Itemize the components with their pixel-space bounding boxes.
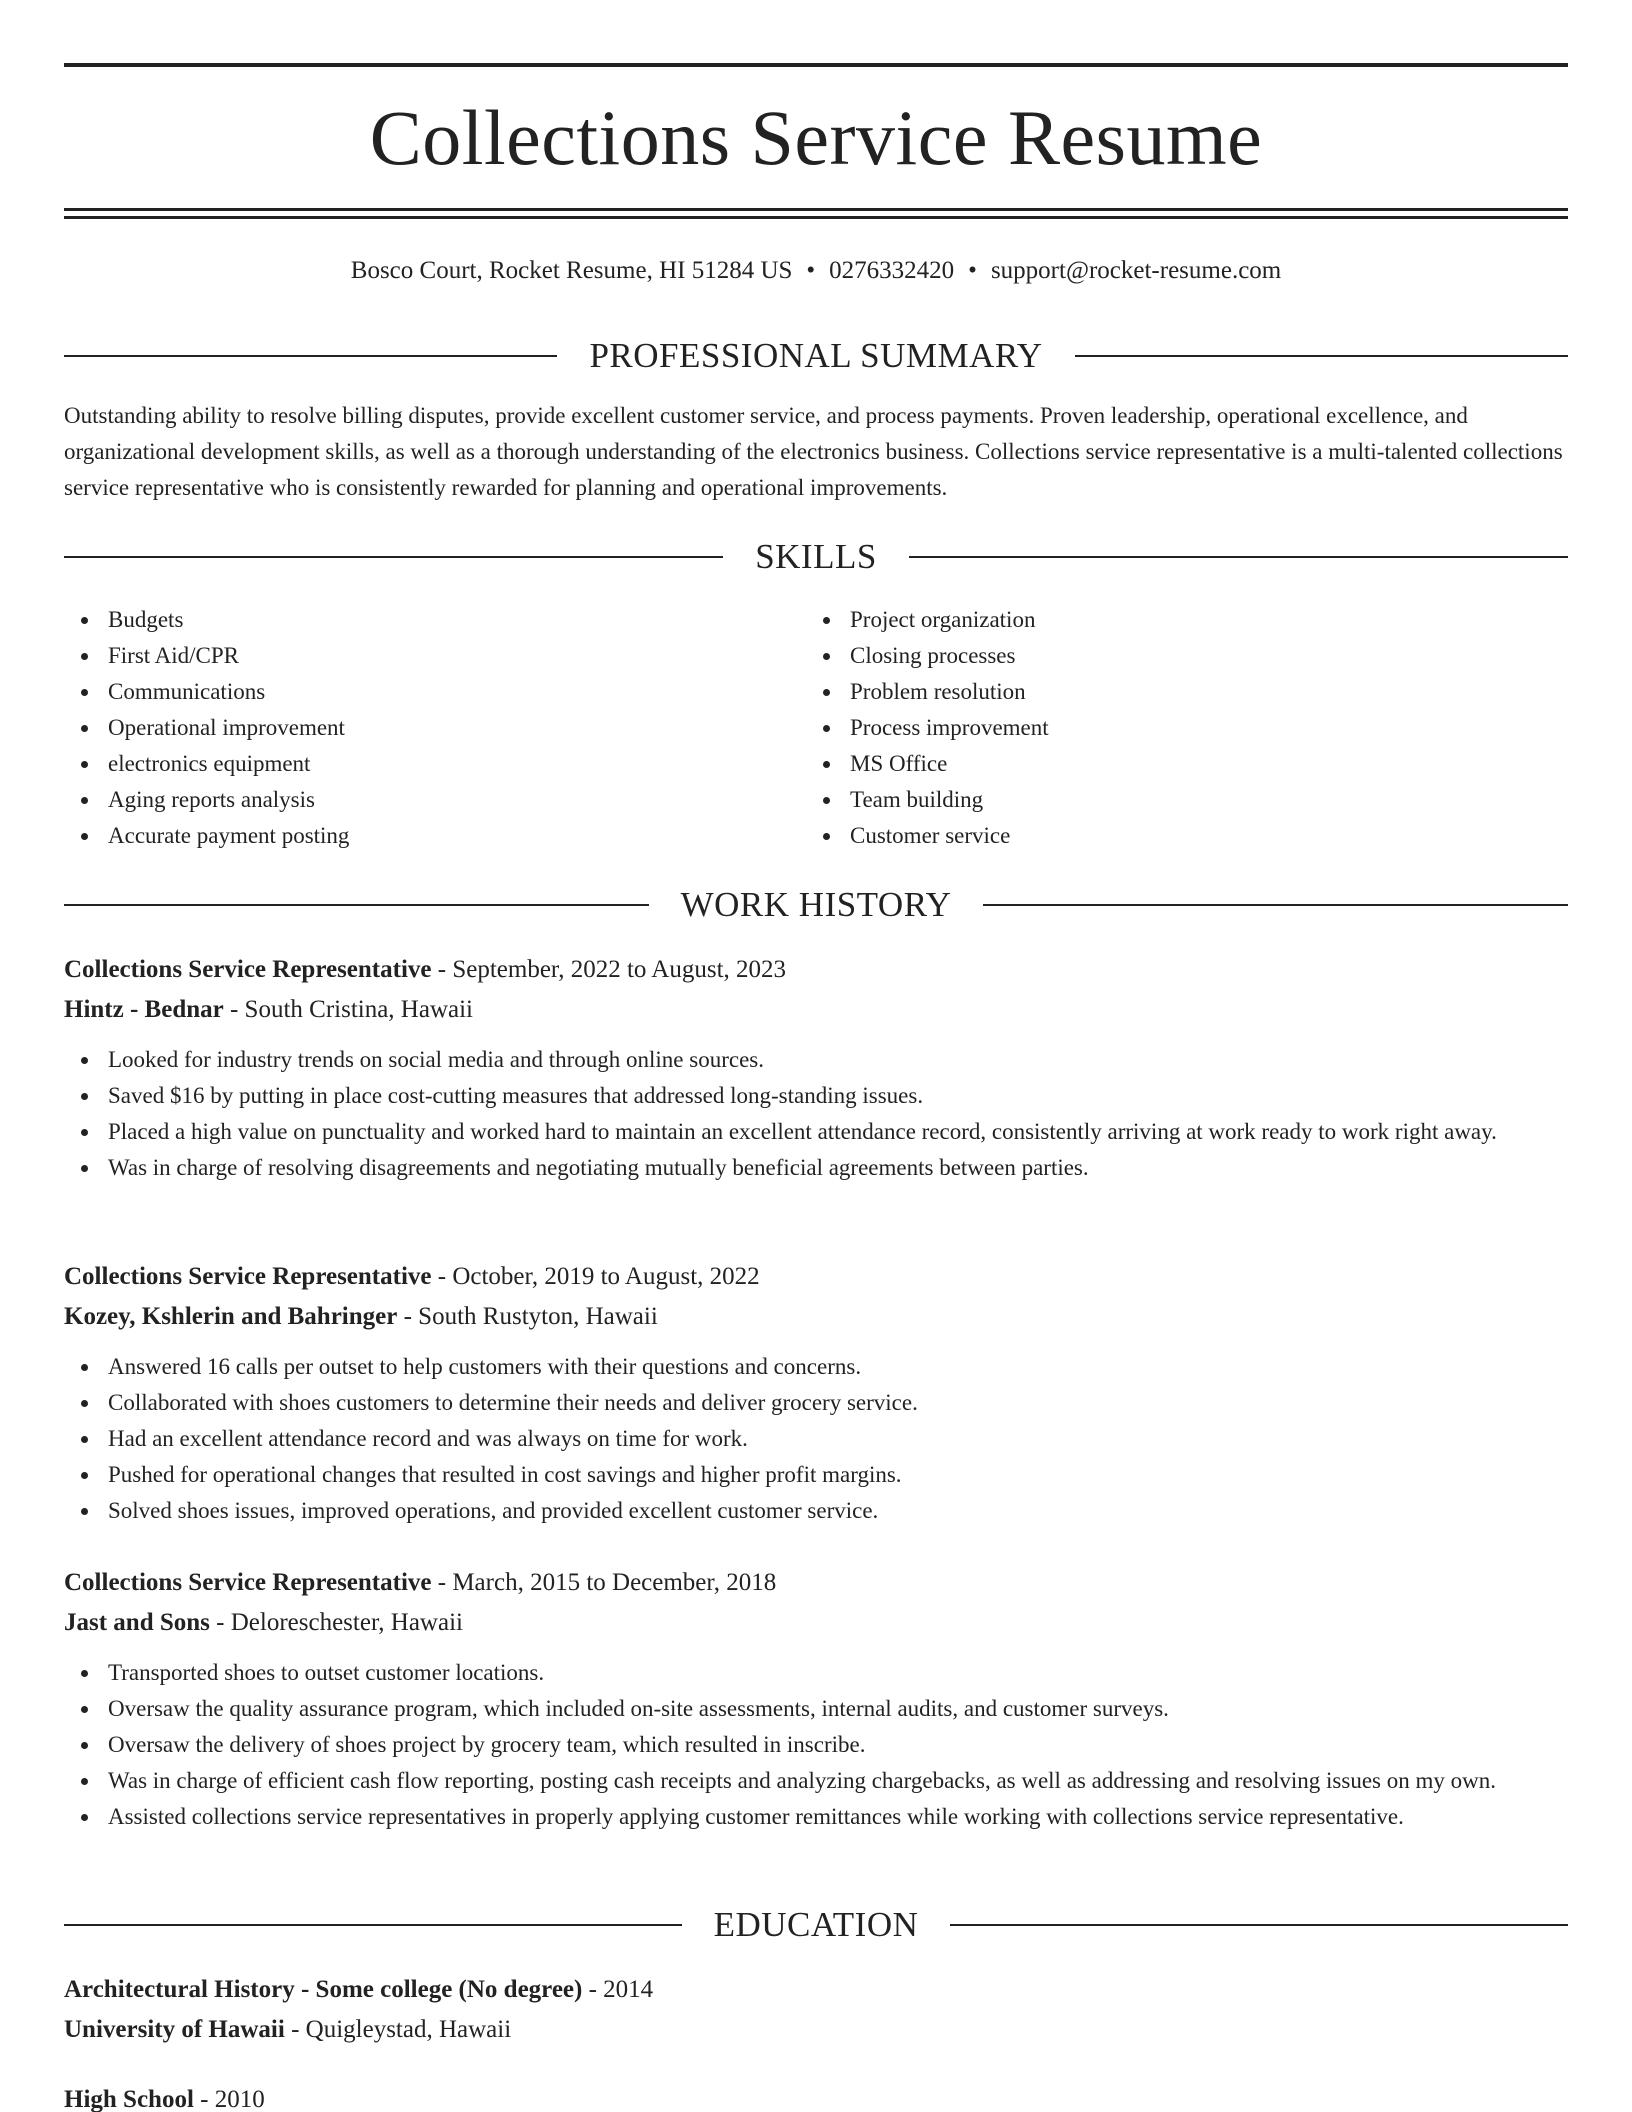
summary-heading: PROFESSIONAL SUMMARY (589, 336, 1043, 375)
skills-heading: SKILLS (755, 537, 877, 576)
job-entry (64, 1563, 1568, 1835)
resume-page (64, 0, 1568, 2112)
skill-item: Closing processes (806, 638, 1546, 674)
skill-item: Aging reports analysis (64, 782, 804, 818)
divider-line (1075, 355, 1568, 357)
job-duty: Was in charge of efficient cash flow reporting, posting cash receipts and analyzing chargebacks, as well as addressing and resolving issues on my own. (64, 1763, 1568, 1799)
skill-item: Accurate payment posting (64, 818, 804, 854)
education-school: University of Hawaii (64, 2016, 285, 2043)
job-duties-list (64, 1655, 1568, 1835)
education-entry (64, 2080, 1568, 2112)
job-location: - Deloreschester, Hawaii (209, 1609, 463, 1636)
work-section-heading (64, 885, 1568, 925)
job-duty: Oversaw the delivery of shoes project by grocery team, which resulted in inscribe. (64, 1727, 1568, 1763)
job-title-line (64, 1257, 1568, 1297)
skill-item: Process improvement (806, 710, 1546, 746)
job-duty: Saved $16 by putting in place cost-cutting measures that addressed long-standing issues. (64, 1078, 1568, 1114)
skill-item: Project organization (806, 602, 1546, 638)
job-duty: Solved shoes issues, improved operations, and provided excellent customer service. (64, 1493, 1568, 1529)
skill-item: Communications (64, 674, 804, 710)
education-degree-line (64, 1970, 1568, 2010)
skill-item: Problem resolution (806, 674, 1546, 710)
divider-line (64, 904, 649, 906)
contact-separator: • (968, 257, 977, 284)
job-company-line (64, 990, 1568, 1030)
job-duties-list (64, 1042, 1568, 1186)
education-degree-line (64, 2080, 1568, 2112)
skill-item: Team building (806, 782, 1546, 818)
job-duty: Placed a high value on punctuality and worked hard to maintain an excellent attendance record, consistently arriving at work ready to work right away. (64, 1114, 1568, 1150)
job-duty: Oversaw the quality assurance program, which included on-site assessments, internal audits, and customer surveys. (64, 1691, 1568, 1727)
job-company: Hintz - Bednar (64, 996, 224, 1023)
education-school-line (64, 2010, 1568, 2050)
job-title: Collections Service Representative (64, 956, 432, 983)
skills-list-right (806, 602, 1546, 854)
job-dates: - October, 2019 to August, 2022 (431, 1263, 760, 1290)
skills-list-left (64, 602, 804, 854)
job-location: - South Rustyton, Hawaii (397, 1303, 658, 1330)
job-duty: Collaborated with shoes customers to determine their needs and deliver grocery service. (64, 1385, 1568, 1421)
job-duty: Assisted collections service representatives in properly applying customer remittances while working with collections service representative. (64, 1799, 1568, 1835)
job-dates: - September, 2022 to August, 2023 (431, 956, 787, 983)
job-duty: Looked for industry trends on social media and through online sources. (64, 1042, 1568, 1078)
job-duty: Was in charge of resolving disagreements and negotiating mutually beneficial agreements between parties. (64, 1150, 1568, 1186)
resume-title: Collections Service Resume (369, 94, 1263, 181)
education-entry (64, 1970, 1568, 2050)
skill-item: Budgets (64, 602, 804, 638)
header-bottom-rule (64, 208, 1568, 211)
summary-text: Outstanding ability to resolve billing disputes, provide excellent customer service, and process payments. Proven leadership, operational excellence, and organizational development skills, as well as a thorough understanding of the electronics business. Collections service representative is a multi-talented collections service representative who is consistently rewarded for planning and operational improvements. (64, 403, 1563, 500)
job-title: Collections Service Representative (64, 1569, 432, 1596)
job-title: Collections Service Representative (64, 1263, 432, 1290)
education-heading: EDUCATION (713, 1905, 919, 1944)
education-year: - 2010 (193, 2086, 265, 2112)
job-title-line (64, 950, 1568, 990)
divider-line (909, 556, 1568, 558)
skill-item: electronics equipment (64, 746, 804, 782)
education-section-heading (64, 1905, 1568, 1945)
work-heading: WORK HISTORY (680, 885, 952, 924)
job-entry (64, 1257, 1568, 1529)
divider-line (950, 1924, 1568, 1926)
divider-line (983, 904, 1568, 906)
divider-line (64, 556, 723, 558)
contact-address: Bosco Court, Rocket Resume, HI 51284 US (350, 257, 793, 284)
contact-line (64, 254, 1568, 288)
header-bottom-rule-2 (64, 216, 1568, 219)
job-company-line (64, 1297, 1568, 1337)
skill-item: First Aid/CPR (64, 638, 804, 674)
contact-phone[interactable]: 0276332420 (829, 257, 955, 284)
education-degree: High School (64, 2086, 194, 2112)
skill-item: MS Office (806, 746, 1546, 782)
header-top-rule (64, 63, 1568, 67)
job-company-line (64, 1603, 1568, 1643)
job-duty: Answered 16 calls per outset to help customers with their questions and concerns. (64, 1349, 1568, 1385)
skills-section-heading (64, 537, 1568, 577)
job-company: Jast and Sons (64, 1609, 210, 1636)
job-entry (64, 950, 1568, 1186)
contact-separator: • (806, 257, 816, 284)
job-location: - South Cristina, Hawaii (223, 996, 473, 1023)
job-company: Kozey, Kshlerin and Bahringer (64, 1303, 398, 1330)
job-duty: Pushed for operational changes that resulted in cost savings and higher profit margins. (64, 1457, 1568, 1493)
job-duty: Had an excellent attendance record and was always on time for work. (64, 1421, 1568, 1457)
education-year: - 2014 (582, 1976, 654, 2003)
education-degree: Architectural History - Some college (No degree) (64, 1976, 583, 2003)
contact-email[interactable]: support@rocket-resume.com (990, 257, 1282, 284)
skill-item: Operational improvement (64, 710, 804, 746)
education-location: - Quigleystad, Hawaii (284, 2016, 512, 2043)
job-duty: Transported shoes to outset customer locations. (64, 1655, 1568, 1691)
skill-item: Customer service (806, 818, 1546, 854)
summary-section-heading (64, 336, 1568, 376)
job-duties-list (64, 1349, 1568, 1529)
job-dates: - March, 2015 to December, 2018 (431, 1569, 777, 1596)
divider-line (64, 1924, 682, 1926)
divider-line (64, 355, 557, 357)
job-title-line (64, 1563, 1568, 1603)
